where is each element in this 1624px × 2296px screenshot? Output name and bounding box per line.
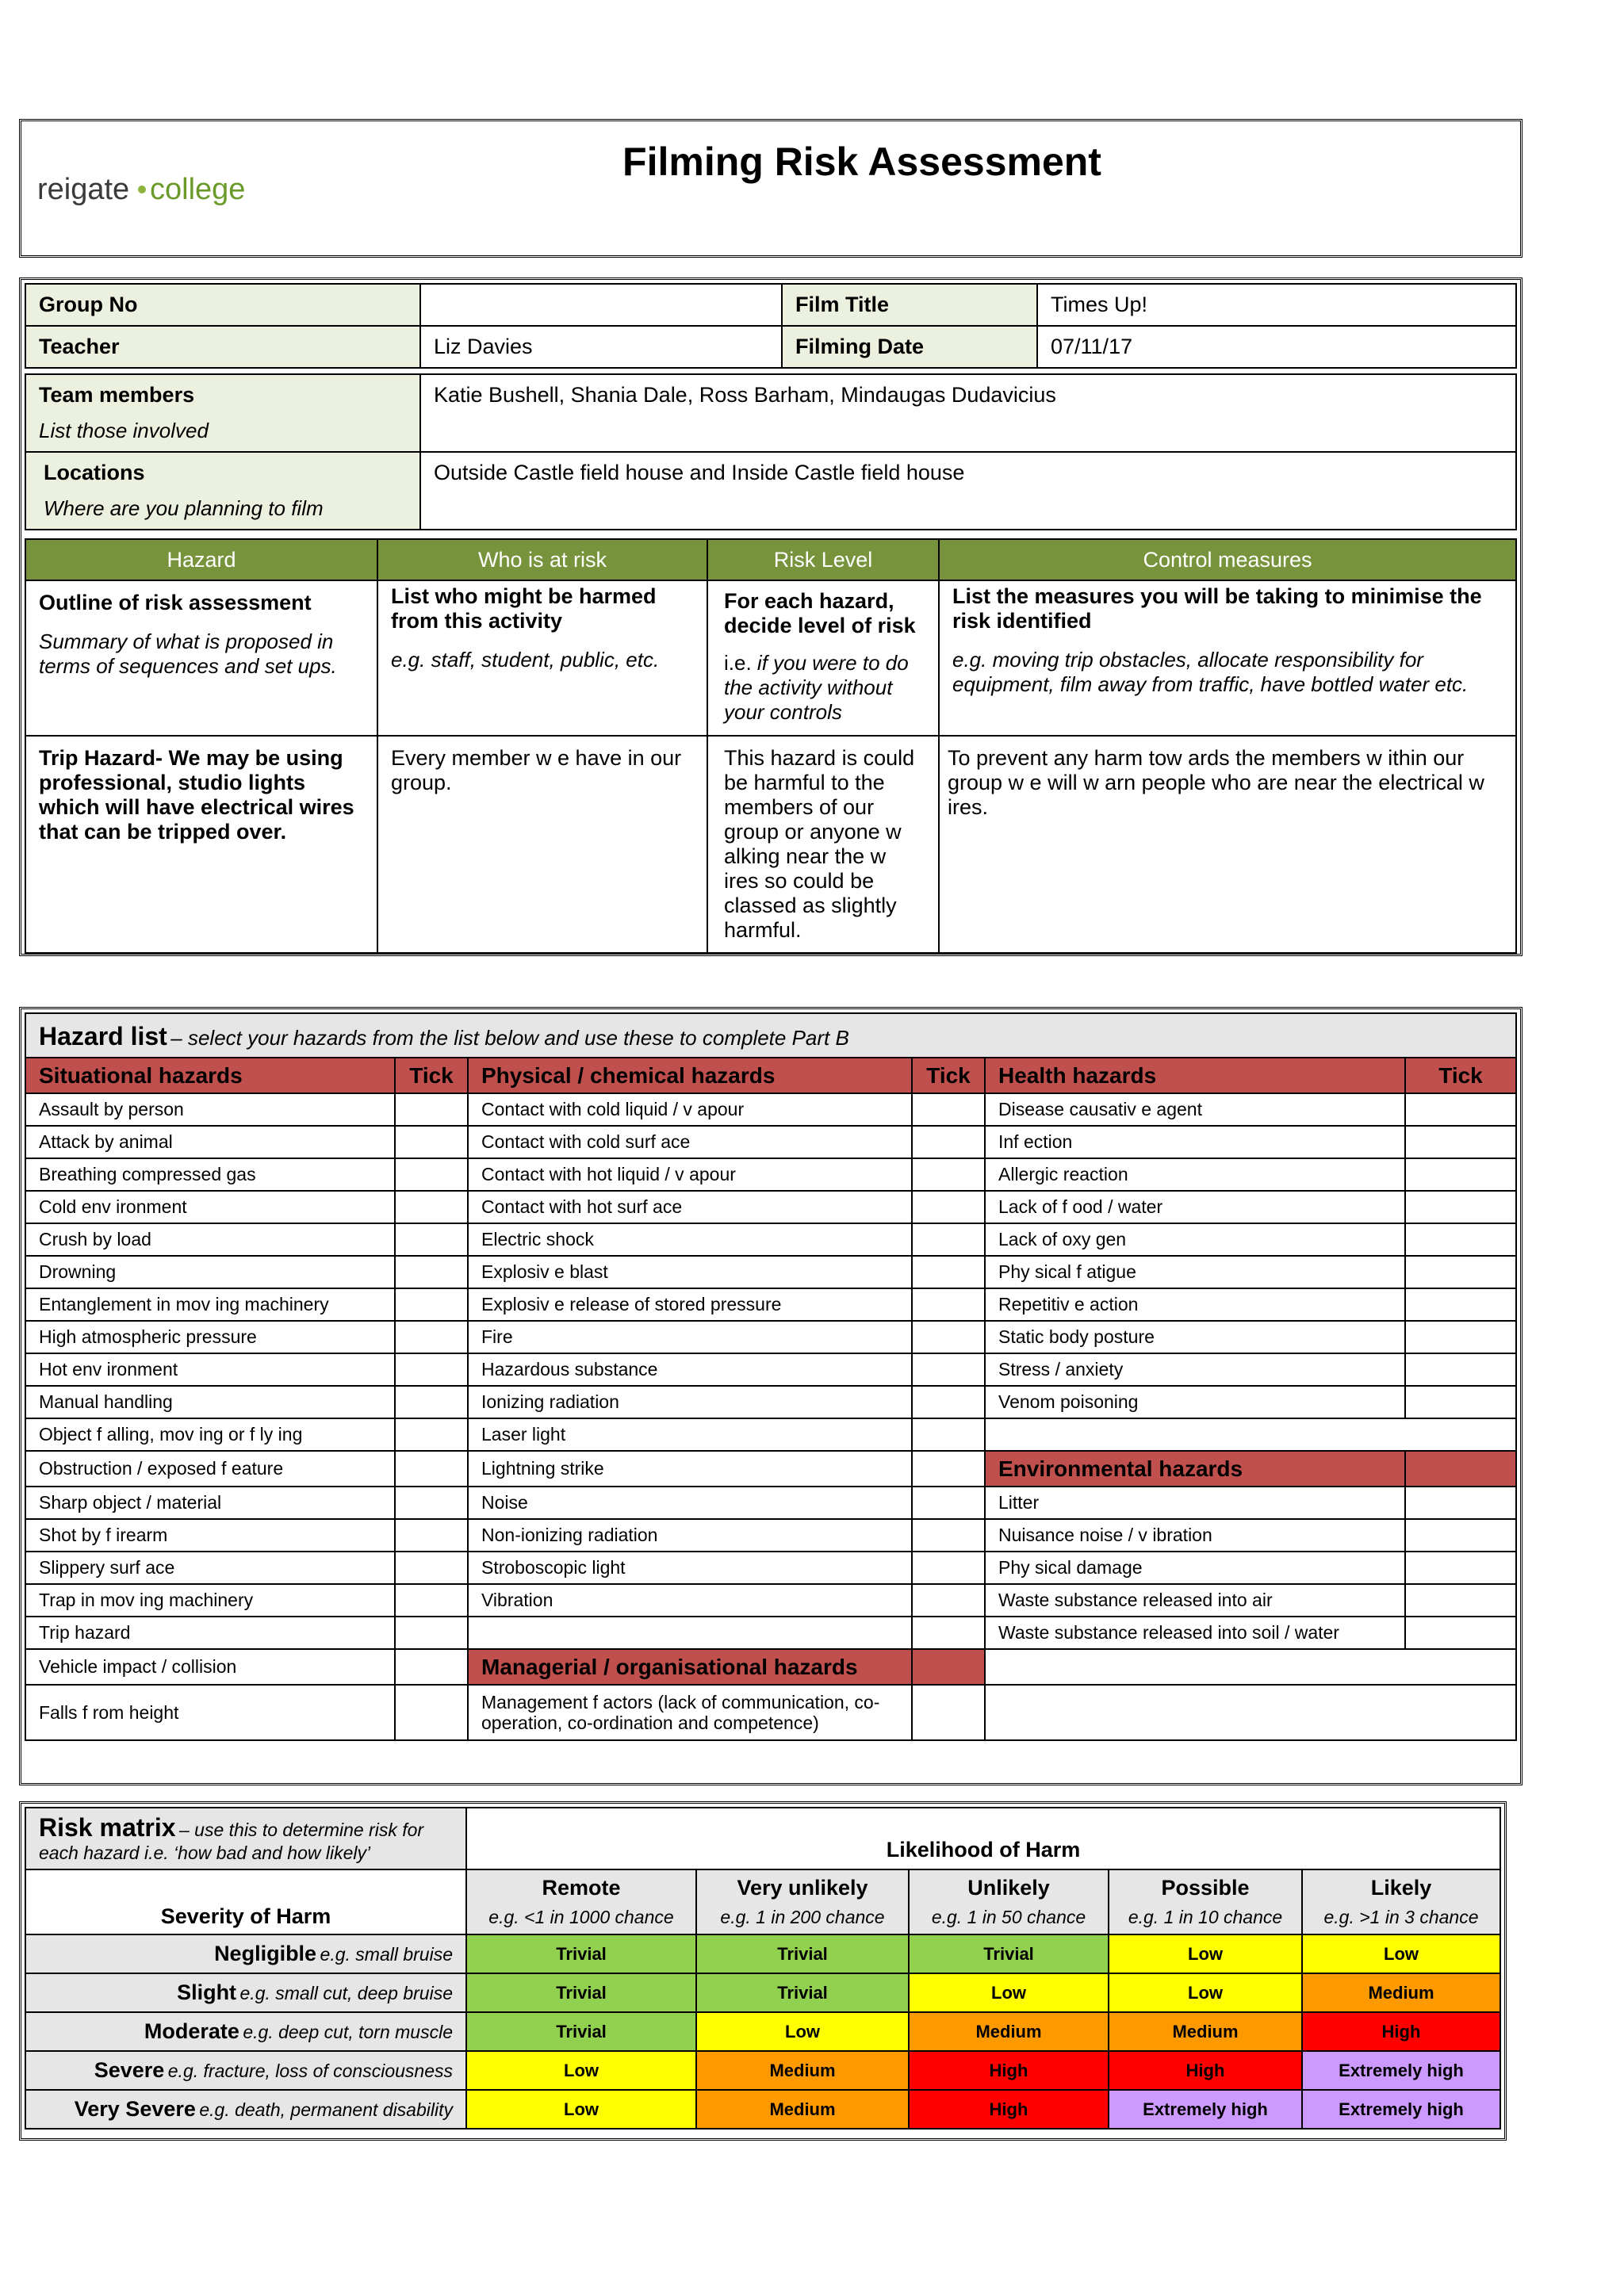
- risk-level-cell: Low: [1302, 1934, 1500, 1973]
- environmental-hazard: Phy sical damage: [985, 1552, 1405, 1584]
- health-hazard: Repetitiv e action: [985, 1288, 1405, 1321]
- tick-box[interactable]: [1405, 1158, 1516, 1191]
- teacher-value[interactable]: Liz Davies: [420, 326, 782, 368]
- physical-hazard: Vibration: [468, 1584, 912, 1617]
- situational-hazard: Vehicle impact / collision: [25, 1649, 395, 1685]
- likelihood-name: Unlikely: [967, 1876, 1050, 1900]
- likelihood-name: Remote: [542, 1876, 621, 1900]
- health-header: Health hazards: [985, 1058, 1405, 1093]
- tick-box[interactable]: [912, 1353, 985, 1386]
- header-who-at-risk: Who is at risk: [377, 539, 707, 580]
- tick-header: Tick: [1405, 1058, 1516, 1093]
- health-hazard: Inf ection: [985, 1126, 1405, 1158]
- likelihood-title: Likelihood of Harm: [466, 1808, 1500, 1869]
- svg-text:reigate: reigate: [37, 173, 130, 206]
- likelihood-name: Possible: [1161, 1876, 1250, 1900]
- severity-label: [25, 2012, 466, 2051]
- tick-box[interactable]: [395, 1418, 468, 1451]
- tick-box[interactable]: [395, 1191, 468, 1223]
- team-sub: List those involved: [39, 419, 209, 442]
- header-risk-level: Risk Level: [707, 539, 939, 580]
- risk-matrix-section: [19, 1801, 1507, 2141]
- situational-hazard: Sharp object / material: [25, 1487, 395, 1519]
- risk-level-entry[interactable]: This hazard is could be harmful to the members of our group or anyone w alking near the w ires so could be classed as slightly harmful.: [707, 736, 939, 953]
- table-row: [25, 1288, 1516, 1321]
- physical-hazard: Contact with cold surf ace: [468, 1126, 912, 1158]
- tick-box[interactable]: [395, 1353, 468, 1386]
- table-row: [25, 1126, 1516, 1158]
- likelihood-column: [466, 1869, 696, 1934]
- hazard-entry[interactable]: Trip Hazard- We may be using professional, studio lights which will have electrical wires that can be tripped over.: [25, 736, 377, 953]
- likelihood-name: Likely: [1370, 1876, 1432, 1900]
- hazard-list-section: [19, 1007, 1522, 1785]
- risk-level-cell: Medium: [1109, 2012, 1302, 2051]
- severity-title: Severity of Harm: [25, 1869, 466, 1934]
- guide-control-desc: e.g. moving trip obstacles, allocate responsibility for equipment, film away from traffic, have bottled water etc.: [952, 648, 1469, 696]
- tick-header: Tick: [912, 1058, 985, 1093]
- health-hazard: Stress / anxiety: [985, 1353, 1405, 1386]
- guide-hazard-desc: Summary of what is proposed in terms of sequences and set ups.: [39, 629, 337, 678]
- managerial-hazard: Management f actors (lack of communication, co-operation, co-ordination and competence): [468, 1685, 912, 1740]
- tick-box[interactable]: [395, 1552, 468, 1584]
- likelihood-example: e.g. >1 in 3 chance: [1323, 1907, 1479, 1927]
- tick-box[interactable]: [912, 1288, 985, 1321]
- risk-level-cell: Trivial: [909, 1934, 1109, 1973]
- tick-box[interactable]: [395, 1093, 468, 1126]
- info-table: [25, 283, 1517, 369]
- risk-level-cell: Extremely high: [1109, 2090, 1302, 2129]
- health-hazard: Lack of oxy gen: [985, 1223, 1405, 1256]
- risk-matrix-subtitle: – use this to determine risk for each hazard i.e. ‘how bad and how likely’: [39, 1820, 424, 1863]
- physical-hazard: Fire: [468, 1321, 912, 1353]
- table-row: [25, 1093, 1516, 1126]
- tick-box[interactable]: [395, 1223, 468, 1256]
- likelihood-example: e.g. 1 in 10 chance: [1128, 1907, 1283, 1927]
- tick-box[interactable]: [912, 1519, 985, 1552]
- tick-box[interactable]: [395, 1386, 468, 1418]
- severity-example: e.g. small cut, deep bruise: [239, 1983, 453, 2003]
- health-hazard: Venom poisoning: [985, 1386, 1405, 1418]
- risk-level-cell: High: [909, 2051, 1109, 2090]
- tick-box[interactable]: [1405, 1288, 1516, 1321]
- tick-header-blank: [912, 1649, 985, 1685]
- severity-label: [25, 1973, 466, 2012]
- severity-example: e.g. small bruise: [320, 1944, 453, 1965]
- group-no-value[interactable]: [420, 284, 782, 326]
- table-row: [25, 1223, 1516, 1256]
- guide-who-desc: e.g. staff, student, public, etc.: [391, 648, 660, 672]
- physical-hazard: Ionizing radiation: [468, 1386, 912, 1418]
- tick-box[interactable]: [1405, 1487, 1516, 1519]
- risk-level-cell: Trivial: [696, 1973, 909, 2012]
- control-measures-entry[interactable]: To prevent any harm tow ards the members w ithin our group w e will w arn people who are near the electrical w ires.: [939, 736, 1516, 953]
- locations-label: Locations: [44, 461, 145, 484]
- tick-box[interactable]: [1405, 1552, 1516, 1584]
- tick-box[interactable]: [912, 1191, 985, 1223]
- situational-hazard: Hot env ironment: [25, 1353, 395, 1386]
- risk-level-cell: Low: [466, 2090, 696, 2129]
- tick-box[interactable]: [395, 1126, 468, 1158]
- health-hazard: Lack of f ood / water: [985, 1191, 1405, 1223]
- physical-hazard: Explosiv e blast: [468, 1256, 912, 1288]
- tick-box[interactable]: [1405, 1126, 1516, 1158]
- risk-level-cell: Medium: [1302, 1973, 1500, 2012]
- severity-example: e.g. fracture, loss of consciousness: [167, 2061, 453, 2081]
- tick-box[interactable]: [912, 1093, 985, 1126]
- situational-hazard: High atmospheric pressure: [25, 1321, 395, 1353]
- environmental-hazard: Nuisance noise / v ibration: [985, 1519, 1405, 1552]
- situational-hazard: Obstruction / exposed f eature: [25, 1451, 395, 1487]
- severity-example: e.g. deep cut, torn muscle: [243, 2022, 453, 2042]
- physical-hazard: Noise: [468, 1487, 912, 1519]
- likelihood-example: e.g. <1 in 1000 chance: [488, 1907, 674, 1927]
- situational-hazard: Assault by person: [25, 1093, 395, 1126]
- severity-name: Very Severe: [74, 2097, 196, 2121]
- risk-level-cell: Extremely high: [1302, 2051, 1500, 2090]
- risk-level-cell: Trivial: [466, 1934, 696, 1973]
- environmental-header: Environmental hazards: [985, 1451, 1405, 1487]
- guide-level-prefix: i.e.: [724, 651, 757, 675]
- guide-control-title: List the measures you will be taking to minimise the risk identified: [952, 584, 1482, 633]
- empty-cell: [468, 1617, 912, 1649]
- tick-box[interactable]: [395, 1487, 468, 1519]
- tick-box[interactable]: [1405, 1223, 1516, 1256]
- film-title-label: Film Title: [782, 284, 1037, 326]
- tick-box[interactable]: [912, 1256, 985, 1288]
- risk-matrix-title: Risk matrix: [39, 1813, 176, 1842]
- risk-matrix-table: [25, 1807, 1501, 2130]
- table-row: [25, 1617, 1516, 1649]
- situational-hazard: Entanglement in mov ing machinery: [25, 1288, 395, 1321]
- severity-label: [25, 1934, 466, 1973]
- tick-box[interactable]: [912, 1321, 985, 1353]
- tick-box[interactable]: [395, 1649, 468, 1685]
- likelihood-column: [696, 1869, 909, 1934]
- tick-box[interactable]: [1405, 1353, 1516, 1386]
- table-row: [25, 1685, 1516, 1740]
- physical-hazard: Stroboscopic light: [468, 1552, 912, 1584]
- situational-hazard: Attack by animal: [25, 1126, 395, 1158]
- hazard-list-title: Hazard list: [39, 1022, 167, 1050]
- tick-box[interactable]: [1405, 1617, 1516, 1649]
- situational-hazard: Crush by load: [25, 1223, 395, 1256]
- hazard-list-heading: [25, 1012, 1517, 1057]
- film-title-value[interactable]: Times Up!: [1037, 284, 1516, 326]
- locations-sub: Where are you planning to film: [44, 496, 324, 520]
- health-hazard: Phy sical f atigue: [985, 1256, 1405, 1288]
- severity-label: [25, 2090, 466, 2129]
- severity-name: Negligible: [214, 1942, 317, 1965]
- physical-hazard: Contact with hot liquid / v apour: [468, 1158, 912, 1191]
- environmental-hazard: Waste substance released into air: [985, 1584, 1405, 1617]
- physical-hazard: Lightning strike: [468, 1451, 912, 1487]
- table-row: [25, 1256, 1516, 1288]
- hazard-table: [25, 1057, 1517, 1741]
- tick-box[interactable]: [395, 1519, 468, 1552]
- team-value[interactable]: Katie Bushell, Shania Dale, Ross Barham, Mindaugas Dudavicius: [420, 374, 1516, 452]
- tick-box[interactable]: [1405, 1386, 1516, 1418]
- table-row: [25, 1584, 1516, 1617]
- table-row: [25, 1487, 1516, 1519]
- guide-level-title: For each hazard, decide level of risk: [724, 589, 916, 637]
- header-box: [19, 119, 1522, 258]
- tick-box[interactable]: [912, 1552, 985, 1584]
- info-section: [19, 277, 1522, 956]
- health-hazard: Allergic reaction: [985, 1158, 1405, 1191]
- physical-hazard: Explosiv e release of stored pressure: [468, 1288, 912, 1321]
- risk-level-cell: High: [1302, 2012, 1500, 2051]
- risk-level-cell: Low: [1109, 1934, 1302, 1973]
- guide-who-title: List who might be harmed from this activity: [391, 584, 657, 633]
- likelihood-name: Very unlikely: [737, 1876, 868, 1900]
- risk-level-cell: Low: [1109, 1973, 1302, 2012]
- tick-box[interactable]: [912, 1223, 985, 1256]
- risk-level-cell: Medium: [696, 2090, 909, 2129]
- tick-box[interactable]: [912, 1584, 985, 1617]
- situational-hazard: Breathing compressed gas: [25, 1158, 395, 1191]
- likelihood-example: e.g. 1 in 200 chance: [720, 1907, 885, 1927]
- table-row: [25, 1552, 1516, 1584]
- filming-date-label: Filming Date: [782, 326, 1037, 368]
- risk-level-cell: Low: [466, 2051, 696, 2090]
- situational-hazard: Manual handling: [25, 1386, 395, 1418]
- tick-box[interactable]: [912, 1418, 985, 1451]
- table-row: [25, 1649, 1516, 1685]
- table-row: [25, 1519, 1516, 1552]
- tick-box[interactable]: [395, 1256, 468, 1288]
- risk-level-cell: High: [909, 2090, 1109, 2129]
- tick-box[interactable]: [1405, 1256, 1516, 1288]
- table-row: [25, 1386, 1516, 1418]
- risk-level-cell: Medium: [909, 2012, 1109, 2051]
- situational-hazard: Shot by f irearm: [25, 1519, 395, 1552]
- header-hazard: Hazard: [25, 539, 377, 580]
- physical-hazard: Electric shock: [468, 1223, 912, 1256]
- table-row: [25, 1353, 1516, 1386]
- risk-level-cell: Trivial: [466, 2012, 696, 2051]
- situational-hazard: Trap in mov ing machinery: [25, 1584, 395, 1617]
- likelihood-column: [1302, 1869, 1500, 1934]
- table-row: [25, 1418, 1516, 1451]
- risk-level-cell: Low: [909, 1973, 1109, 2012]
- risk-level-cell: Trivial: [696, 1934, 909, 1973]
- empty-cell: [985, 1685, 1516, 1740]
- health-hazard: Static body posture: [985, 1321, 1405, 1353]
- table-row: [25, 1451, 1516, 1487]
- tick-box[interactable]: [1405, 1093, 1516, 1126]
- tick-box[interactable]: [1405, 1321, 1516, 1353]
- severity-row: [25, 2051, 1500, 2090]
- risk-level-cell: Extremely high: [1302, 2090, 1500, 2129]
- severity-row: [25, 1973, 1500, 2012]
- empty-cell: [985, 1649, 1516, 1685]
- situational-hazard: Falls f rom height: [25, 1685, 395, 1740]
- tick-box[interactable]: [912, 1126, 985, 1158]
- tick-box[interactable]: [1405, 1519, 1516, 1552]
- risk-level-cell: Low: [696, 2012, 909, 2051]
- physical-hazard: Laser light: [468, 1418, 912, 1451]
- college-logo: [37, 170, 275, 210]
- guide-level-desc: if you were to do the activity without your controls: [724, 651, 909, 724]
- physical-hazard: Hazardous substance: [468, 1353, 912, 1386]
- page-title: Filming Risk Assessment: [622, 140, 1101, 184]
- tick-box[interactable]: [912, 1487, 985, 1519]
- tick-box[interactable]: [1405, 1191, 1516, 1223]
- tick-box[interactable]: [395, 1451, 468, 1487]
- tick-box[interactable]: [395, 1617, 468, 1649]
- tick-box[interactable]: [395, 1158, 468, 1191]
- tick-box[interactable]: [912, 1685, 985, 1740]
- tick-box[interactable]: [395, 1584, 468, 1617]
- svg-text:college: college: [150, 173, 246, 206]
- severity-name: Severe: [94, 2058, 165, 2082]
- locations-value[interactable]: Outside Castle field house and Inside Castle field house: [420, 452, 1516, 530]
- guide-hazard-title: Outline of risk assessment: [39, 591, 312, 614]
- physical-hazard: Non-ionizing radiation: [468, 1519, 912, 1552]
- severity-name: Moderate: [144, 2019, 239, 2043]
- tick-box[interactable]: [912, 1158, 985, 1191]
- situational-hazard: Cold env ironment: [25, 1191, 395, 1223]
- group-no-label: Group No: [25, 284, 420, 326]
- assessment-table: [25, 538, 1517, 954]
- team-label: Team members: [39, 383, 195, 407]
- severity-row: [25, 2090, 1500, 2129]
- severity-row: [25, 2012, 1500, 2051]
- severity-example: e.g. death, permanent disability: [199, 2099, 453, 2120]
- tick-header: Tick: [395, 1058, 468, 1093]
- team-table: [25, 373, 1517, 530]
- likelihood-column: [1109, 1869, 1302, 1934]
- hazard-list-subtitle: – select your hazards from the list below and use these to complete Part B: [170, 1026, 849, 1050]
- tick-box: [912, 1617, 985, 1649]
- risk-level-cell: Medium: [696, 2051, 909, 2090]
- risk-level-cell: High: [1109, 2051, 1302, 2090]
- severity-label: [25, 2051, 466, 2090]
- health-hazard: Disease causativ e agent: [985, 1093, 1405, 1126]
- table-row: [25, 1321, 1516, 1353]
- filming-date-value[interactable]: 07/11/17: [1037, 326, 1516, 368]
- likelihood-column: [909, 1869, 1109, 1934]
- situational-hazard: Drowning: [25, 1256, 395, 1288]
- physical-header: Physical / chemical hazards: [468, 1058, 912, 1093]
- tick-box[interactable]: [395, 1321, 468, 1353]
- table-row: [25, 1191, 1516, 1223]
- situational-header: Situational hazards: [25, 1058, 395, 1093]
- tick-box[interactable]: [395, 1685, 468, 1740]
- teacher-label: Teacher: [25, 326, 420, 368]
- situational-hazard: Trip hazard: [25, 1617, 395, 1649]
- physical-hazard: Contact with cold liquid / v apour: [468, 1093, 912, 1126]
- environmental-hazard: Litter: [985, 1487, 1405, 1519]
- tick-box[interactable]: [395, 1288, 468, 1321]
- severity-name: Slight: [177, 1980, 237, 2004]
- tick-header-blank: [1405, 1451, 1516, 1487]
- risk-level-cell: Trivial: [466, 1973, 696, 2012]
- tick-box[interactable]: [1405, 1584, 1516, 1617]
- likelihood-example: e.g. 1 in 50 chance: [931, 1907, 1086, 1927]
- empty-cell: [985, 1418, 1516, 1451]
- situational-hazard: Object f alling, mov ing or f ly ing: [25, 1418, 395, 1451]
- situational-hazard: Slippery surf ace: [25, 1552, 395, 1584]
- severity-row: [25, 1934, 1500, 1973]
- tick-box[interactable]: [912, 1451, 985, 1487]
- tick-box[interactable]: [912, 1386, 985, 1418]
- environmental-hazard: Waste substance released into soil / water: [985, 1617, 1405, 1649]
- physical-hazard: Contact with hot surf ace: [468, 1191, 912, 1223]
- table-row: [25, 1158, 1516, 1191]
- managerial-header: Managerial / organisational hazards: [468, 1649, 912, 1685]
- who-at-risk-entry[interactable]: Every member w e have in our group.: [377, 736, 707, 953]
- header-control-measures: Control measures: [939, 539, 1516, 580]
